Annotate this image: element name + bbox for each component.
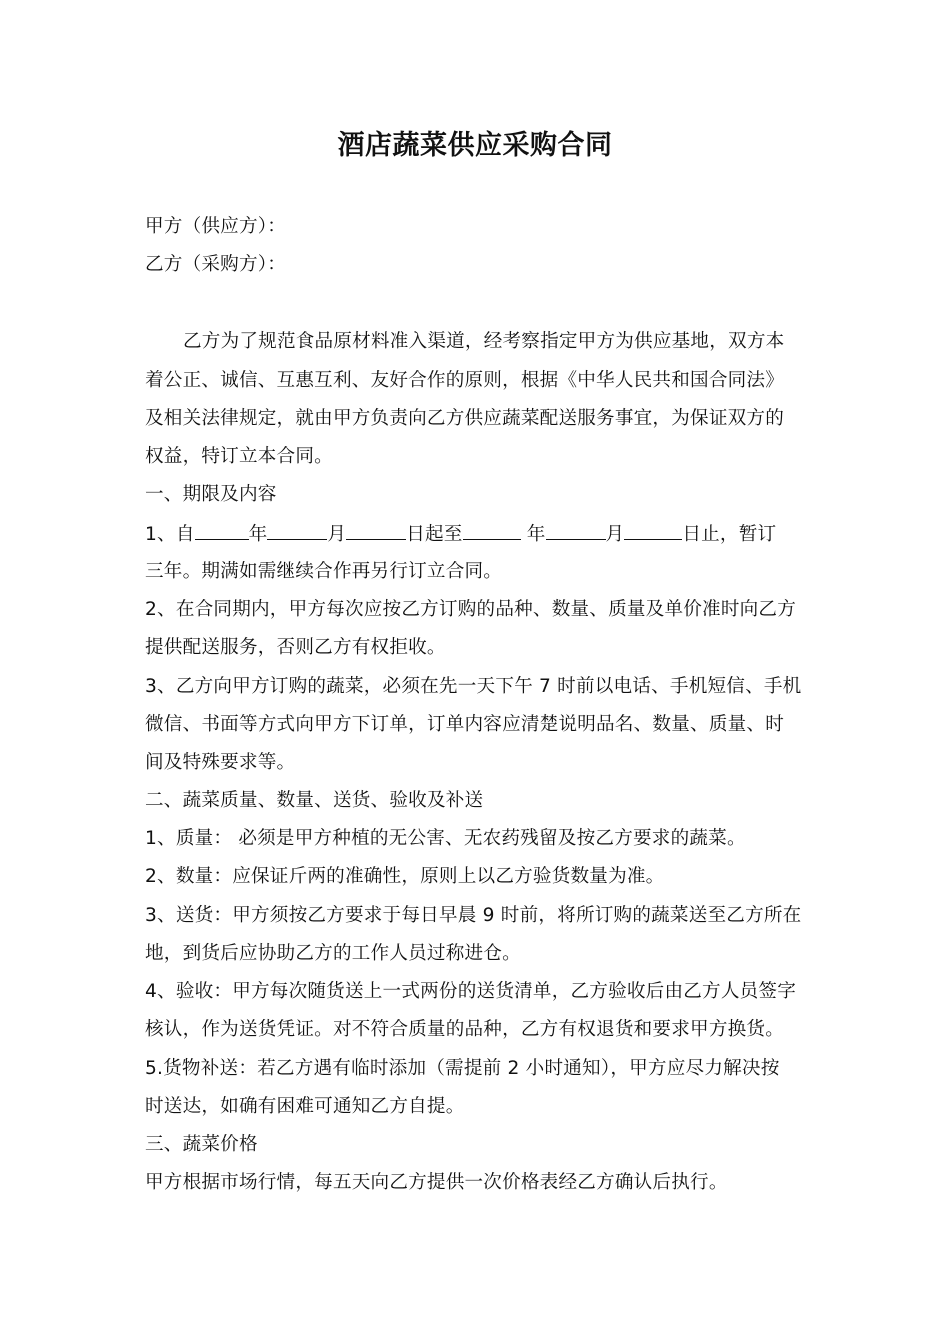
delivery-clause-line-1: 3、送货：甲方须按乙方要求于每日早晨 9 时前，将所订购的蔬菜送至乙方所在	[145, 905, 802, 926]
term-text-start-to: 日起至	[406, 524, 463, 545]
paragraph-intro-line-1: 乙方为了规范食品原材料准入渠道，经考察指定甲方为供应基地，双方本	[183, 331, 785, 352]
clause-2-line-1: 2、在合同期内，甲方每次应按乙方订购的品种、数量、质量及单价准时向乙方	[145, 599, 797, 620]
blank-end-month[interactable]	[546, 519, 606, 540]
term-text-end-month: 月	[605, 524, 625, 545]
supplement-clause-line-1: 5.货物补送：若乙方遇有临时添加（需提前 2 小时通知），甲方应尽力解决按	[145, 1058, 780, 1079]
section-heading-1: 一、期限及内容	[145, 484, 277, 505]
term-clause-line-2: 三年。期满如需继续合作再另行订立合同。	[145, 561, 503, 582]
blank-end-year[interactable]	[463, 519, 521, 540]
term-text-end: 日止，暂订	[682, 524, 777, 545]
price-clause: 甲方根据市场行情，每五天向乙方提供一次价格表经乙方确认后执行。	[145, 1172, 728, 1193]
clause-3-line-2: 微信、书面等方式向甲方下订单，订单内容应清楚说明品名、数量、质量、时	[145, 714, 784, 735]
blank-start-month[interactable]	[267, 519, 327, 540]
term-text-from: 1、自	[145, 524, 195, 545]
paragraph-intro-line-4: 权益，特订立本合同。	[145, 446, 333, 467]
clause-3-line-1: 3、乙方向甲方订购的蔬菜，必须在先一天下午 7 时前以电话、手机短信、手机	[145, 676, 802, 697]
term-text-year: 年	[248, 524, 268, 545]
quality-clause: 1、质量： 必须是甲方种植的无公害、无农药残留及按乙方要求的蔬菜。	[145, 828, 746, 849]
paragraph-intro-line-2: 着公正、诚信、互惠互利、友好合作的原则，根据《中华人民共和国合同法》	[145, 370, 784, 391]
blank-end-day[interactable]	[624, 519, 682, 540]
party-a-label: 甲方（供应方）：	[145, 216, 287, 237]
acceptance-clause-line-1: 4、验收：甲方每次随货送上一式两份的送货清单，乙方验收后由乙方人员签字	[145, 981, 797, 1002]
clause-3-line-3: 间及特殊要求等。	[145, 752, 296, 773]
acceptance-clause-line-2: 核认，作为送货凭证。对不符合质量的品种，乙方有权退货和要求甲方换货。	[145, 1019, 784, 1040]
term-text-month: 月	[327, 524, 347, 545]
document-title: 酒店蔬菜供应采购合同	[337, 130, 613, 161]
section-heading-3: 三、蔬菜价格	[145, 1134, 258, 1155]
supplement-clause-line-2: 时送达，如确有困难可通知乙方自提。	[145, 1096, 465, 1117]
blank-start-year[interactable]	[195, 519, 249, 540]
paragraph-intro-line-3: 及相关法律规定，就由甲方负责向乙方供应蔬菜配送服务事宜，为保证双方的	[145, 408, 784, 429]
term-clause-line-1	[145, 519, 813, 550]
term-text-end-year: 年	[520, 524, 546, 545]
delivery-clause-line-2: 地，到货后应协助乙方的工作人员过称进仓。	[145, 943, 521, 964]
quantity-clause: 2、数量：应保证斤两的准确性，原则上以乙方验货数量为准。	[145, 866, 665, 887]
party-b-label: 乙方（采购方）：	[145, 254, 287, 275]
clause-2-line-2: 提供配送服务，否则乙方有权拒收。	[145, 637, 446, 658]
section-heading-2: 二、蔬菜质量、数量、送货、验收及补送	[145, 790, 484, 811]
blank-start-day[interactable]	[346, 519, 406, 540]
